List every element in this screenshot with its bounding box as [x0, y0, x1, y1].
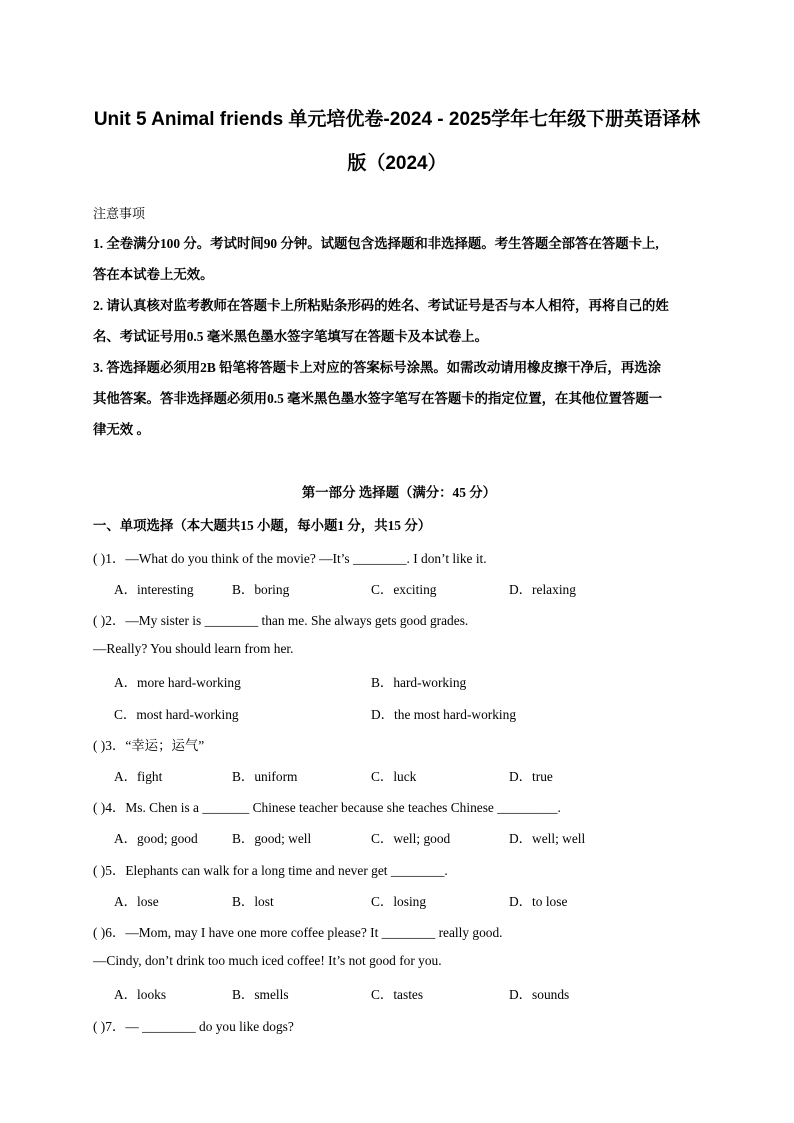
question-3-option-a[interactable]: A．fight [114, 769, 163, 784]
question-5-option-b[interactable]: B．lost [232, 894, 274, 909]
question-3-stem: ( )3．“幸运；运气” [93, 738, 205, 753]
question-6-stem-reply: —Cindy, don’t drink too much iced coffee! It’s not good for you. [93, 953, 442, 968]
section-1-heading: 一、单项选择（本大题共15 小题，每小题1 分，共15 分） [93, 518, 432, 533]
question-1-option-d[interactable]: D．relaxing [509, 582, 576, 597]
question-4-option-a[interactable]: A．good; good [114, 831, 198, 846]
question-1-option-a[interactable]: A．interesting [114, 582, 194, 597]
question-5-option-c[interactable]: C．losing [371, 894, 427, 909]
question-6-option-a[interactable]: A．looks [114, 987, 167, 1002]
question-2-option-d[interactable]: D．the most hard-working [371, 707, 517, 722]
question-5-stem: ( )5．Elephants can walk for a long time and never get ________. [93, 863, 448, 878]
question-2-stem: ( )2．—My sister is ________ than me. She always gets good grades. [93, 613, 469, 628]
question-5-option-a[interactable]: A．lose [114, 894, 159, 909]
question-4-option-c[interactable]: C．well; good [371, 831, 451, 846]
exam-title [80, 98, 714, 186]
question-2-option-a[interactable]: A．more hard-working [114, 675, 241, 690]
title-line-1: Unit 5 Animal friends 单元培优卷-2024 - 2025学年七年级下册英语译林 [93, 109, 701, 130]
question-3-option-c[interactable]: C．luck [371, 769, 417, 784]
question-2-option-c[interactable]: C．most hard-working [114, 707, 239, 722]
question-3-option-b[interactable]: B．uniform [232, 769, 298, 784]
question-4-stem: ( )4．Ms. Chen is a _______ Chinese teacher because she teaches Chinese _________. [93, 800, 561, 815]
question-7-stem: ( )7．— ________ do you like dogs? [93, 1019, 294, 1034]
notice-item-1-line-2: 答在本试卷上无效。 [93, 267, 214, 282]
question-1-option-b[interactable]: B．boring [232, 582, 290, 597]
notice-heading: 注意事项 [93, 206, 146, 221]
notice-item-1-line-1: 1. 全卷满分100 分。考试时间90 分钟。试题包含选择题和非选择题。考生答题全部答在答题卡上, [93, 236, 659, 251]
notice-item-3-line-3: 律无效 。 [93, 422, 150, 437]
notice-item-2-line-2: 名、考试证号用0.5 毫米黑色墨水签字笔填写在答题卡及本试卷上。 [93, 329, 489, 344]
title-line-2: 版（2024） [347, 153, 447, 174]
question-6-stem: ( )6．—Mom, may I have one more coffee please? It ________ really good. [93, 925, 503, 940]
question-4-option-b[interactable]: B．good; well [232, 831, 312, 846]
question-6-option-d[interactable]: D．sounds [509, 987, 570, 1002]
notice-item-3-line-1: 3. 答选择题必须用2B 铅笔将答题卡上对应的答案标号涂黑。如需改动请用橡皮擦干净后，再选涂 [93, 360, 661, 375]
notice-items [93, 228, 705, 445]
question-5-option-d[interactable]: D．to lose [509, 894, 568, 909]
part-1-heading: 第一部分 选择题（满分：45 分） [301, 485, 497, 500]
question-1-option-c[interactable]: C．exciting [371, 582, 437, 597]
question-3-option-d[interactable]: D．true [509, 769, 553, 784]
notice-item-2-line-1: 2. 请认真核对监考教师在答题卡上所粘贴条形码的姓名、考试证号是否与本人相符，再将自己的姓 [93, 298, 669, 313]
question-6-option-c[interactable]: C．tastes [371, 987, 424, 1002]
question-4-option-d[interactable]: D．well; well [509, 831, 586, 846]
question-6-option-b[interactable]: B．smells [232, 987, 289, 1002]
question-2-option-b[interactable]: B．hard-working [371, 675, 467, 690]
notice-item-3-line-2: 其他答案。答非选择题必须用0.5 毫米黑色墨水签字笔写在答题卡的指定位置，在其他位置答题一 [93, 391, 663, 406]
question-1-stem: ( )1．—What do you think of the movie? —It’s ________. I don’t like it. [93, 551, 487, 566]
question-2-stem-reply: —Really? You should learn from her. [93, 641, 294, 656]
